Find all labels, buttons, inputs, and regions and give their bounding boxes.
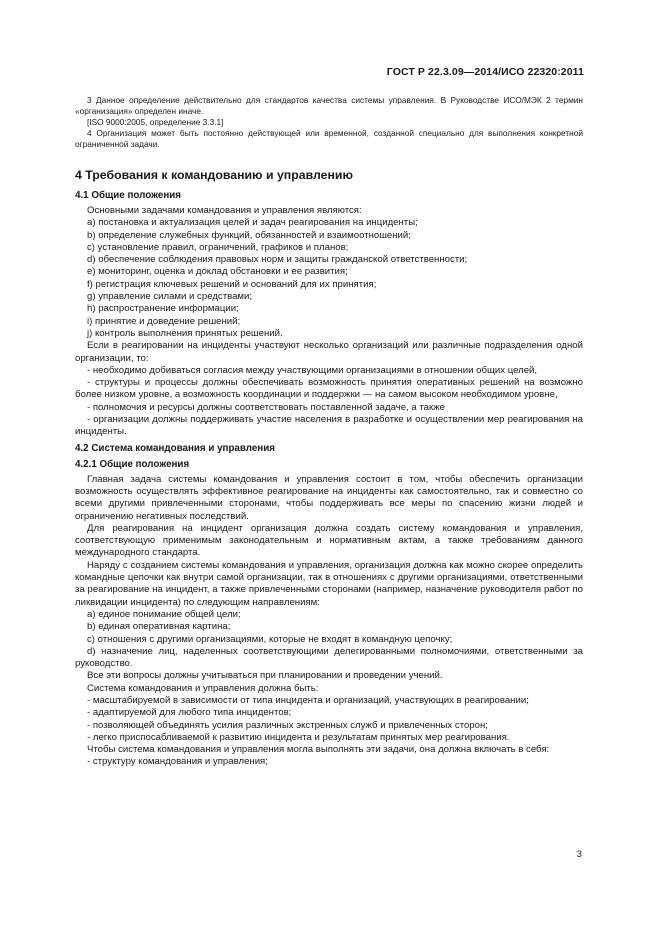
multi-org-bullet-3: - полномочия и ресурсы должны соответствовать поставленной задаче, а также [87, 401, 445, 413]
task-item-g: g) управление силами и средствами; [87, 291, 253, 303]
page-content [75, 95, 583, 769]
task-item-f: f) регистрация ключевых решений и оснований для их принятия; [87, 278, 377, 290]
main-task-paragraph: Главная задача системы командования и управления состоит в том, чтобы обеспечить организации возможность осуществлять эффективное реагирование на инциденты как самостоятельно, так и совместно со всеми другими привлеченными сторонами, чтобы поддерживать все меры по спасению жизни людей и ограничению негативных последствий. [75, 473, 583, 522]
note-3: 3 Данное определение действительно для стандартов качества системы управления. В Руководстве ИСО/МЭК 2 термин «организация» определен иначе. [75, 95, 583, 116]
task-item-a: a) постановка и актуализация целей и задач реагирования на инциденты; [87, 217, 418, 229]
task-item-d: d) обеспечение соблюдения правовых норм и защиты гражданской ответственности; [87, 254, 468, 266]
system-creation-paragraph: Для реагирования на инцидент организация должна создать систему командования и управления, соответствующую применимым законодательным и нормативным актам, а также требованиям данного международного стандарта. [75, 522, 583, 559]
system-bullet-1: - масштабируемой в зависимости от типа инцидента и организаций, участвующих в реагировании; [87, 694, 529, 706]
page-number: 3 [576, 849, 582, 860]
multi-org-bullet-2: - структуры и процессы должны обеспечивать возможность принятия оперативных решений на возможно более низком уровне, а возможность координации и поддержки — на самом высоком необходимом уровне, [75, 377, 583, 401]
document-header: ГОСТ Р 22.3.09—2014/ИСО 22320:2011 [386, 66, 584, 78]
direction-item-d: d) назначение лиц, наделенных соответствующими делегированными полномочиями, ответственными за руководство. [75, 645, 583, 670]
direction-item-b: b) единая оперативная картина; [87, 621, 231, 633]
direction-item-a: a) единое понимание общей цели; [87, 608, 241, 620]
command-chain-paragraph: Наряду с созданием системы командования и управления, организация должна как можно скорее определить командные цепочки как внутри самой организации, так в отношениях с другими организациями, ответственными за реагирование на инцидент, а также привлеченными сторонами (например, назначение руководителя работ по ликвидации инцидента) по следующим направлениям: [75, 559, 583, 608]
task-item-b: b) определение служебных функций, обязанностей и взаимоотношений; [87, 229, 411, 241]
system-bullet-4: - легко приспосабливаемой к развитию инцидента и результатам принятых мер реагирования. [87, 731, 510, 743]
exercises-paragraph: Все эти вопросы должны учитываться при планировании и проведении учений. [87, 670, 443, 682]
section-4-2-1-title: 4.2.1 Общие положения [75, 458, 190, 470]
note-4: 4 Организация может быть постоянно действующей или временной, созданной специально для выполнения конкретной ограниченной задачи. [75, 128, 583, 149]
note-3-reference: [ISO 9000:2005, определение 3.3.1] [87, 117, 224, 127]
multi-org-paragraph: Если в реагировании на инциденты участвуют несколько организаций или различные подразделения одной организации, то: [75, 340, 583, 364]
system-components-intro: Чтобы система командования и управления могла выполнять эти задачи, она должна включать в себя: [87, 744, 550, 756]
system-bullet-3: - позволяющей объединять усилия различных экстренных служб и привлеченных сторон; [87, 719, 488, 731]
tasks-intro: Основными задачами командования и управления являются: [87, 205, 362, 216]
task-item-j: j) контроль выполнения принятых решений. [87, 327, 283, 339]
task-item-c: c) установление правил, ограничений, графиков и планов; [87, 241, 349, 253]
multi-org-bullet-4: - организации должны поддерживать участие населения в разработке и осуществлении мер реагирования на инциденты. [75, 414, 583, 438]
task-item-h: h) распространение информации; [87, 303, 239, 315]
direction-item-c: c) отношения с другими организациями, которые не входят в командную цепочку; [87, 633, 453, 645]
task-item-e: e) мониторинг, оценка и доклад обстановки и ее развития; [87, 266, 348, 278]
system-requirements-intro: Система командования и управления должна быть: [87, 682, 319, 694]
component-bullet-1: - структуру командования и управления; [87, 756, 268, 768]
section-4-2-title: 4.2 Система командования и управления [75, 442, 275, 454]
multi-org-bullet-1: - необходимо добиваться согласия между участвующими организациями в отношении общих целей, [87, 364, 538, 376]
task-item-i: i) принятие и доведение решений; [87, 315, 241, 327]
section-4-1-title: 4.1 Общие положения [75, 190, 182, 201]
section-4-title: 4 Требования к командованию и управлению [75, 168, 353, 182]
system-bullet-2: - адаптируемой для любого типа инцидентов; [87, 707, 292, 719]
